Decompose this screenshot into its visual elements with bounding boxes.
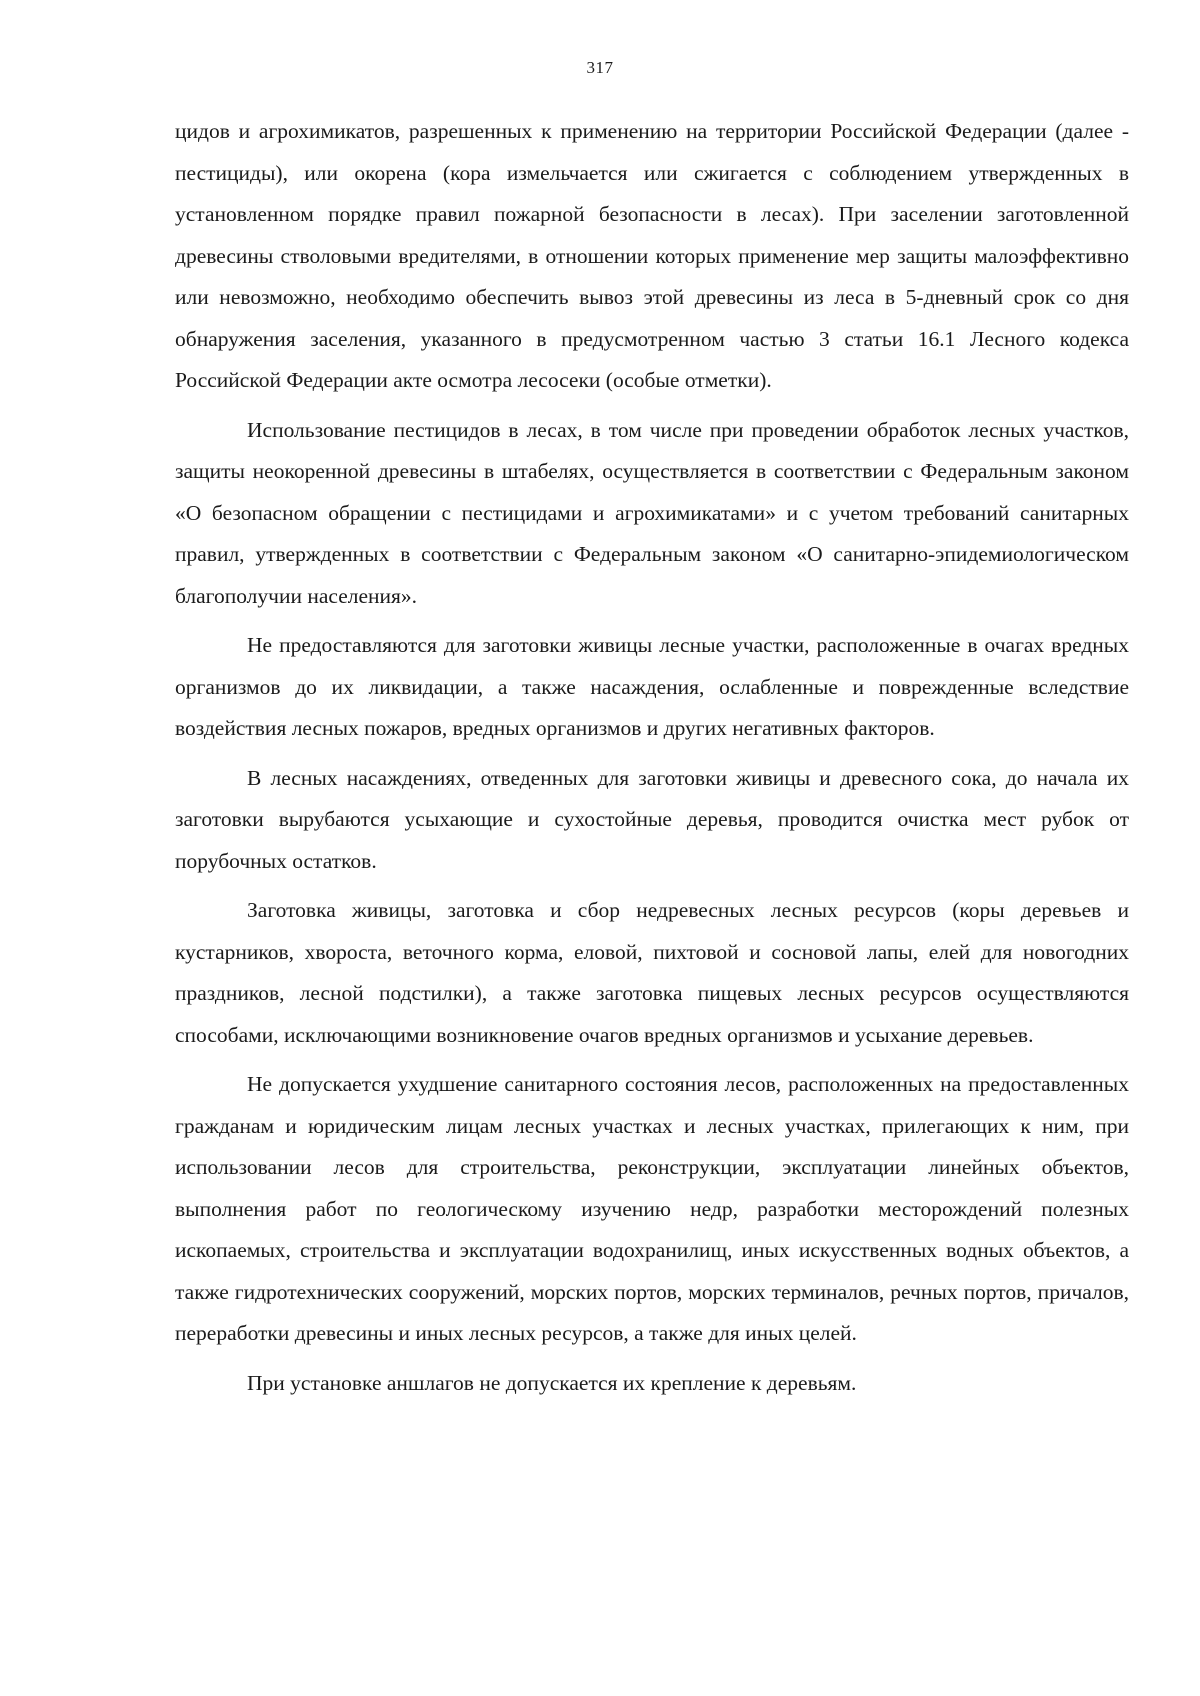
paragraph: В лесных насаждениях, отведенных для заготовки живицы и древесного сока, до начала их заготовки вырубаются усыхающие и сухостойные деревья, проводится очистка мест рубок от порубочных остатков. bbox=[175, 765, 1129, 873]
paragraph: При установке аншлагов не допускается их крепление к деревьям. bbox=[247, 1370, 857, 1395]
document-body bbox=[175, 111, 1129, 1404]
paragraph: Не допускается ухудшение санитарного состояния лесов, расположенных на предоставленных гражданам и юридическим лицам лесных участках и лесных участках, прилегающих к ним, при использовании лесов для строительства, реконструкции, эксплуатации линейных объектов, выполнения работ по геологическому изучению недр, разработки месторождений полезных ископаемых, строительства и эксплуатации водохранилищ, иных искусственных водных объектов, а также гидротехнических сооружений, морских портов, морских терминалов, речных портов, причалов, переработки древесины и иных лесных ресурсов, а также для иных целей. bbox=[175, 1072, 1129, 1345]
paragraph-continuation: цидов и агрохимикатов, разрешенных к применению на территории Российской Федерации (далее - пестициды), или окорена (кора измельчается или сжигается с соблюдением утвержденных в установленном порядке правил пожарной безопасности в лесах). При заселении заготовленной древесины стволовыми вредителями, в отношении которых применение мер защиты малоэффективно или невозможно, необходимо обеспечить вывоз этой древесины из леса в 5-дневный срок со дня обнаружения заселения, указанного в предусмотренном частью 3 статьи 16.1 Лесного кодекса Российской Федерации акте осмотра лесосеки (особые отметки). bbox=[175, 119, 1129, 392]
page-number: 317 bbox=[586, 58, 614, 77]
paragraph: Заготовка живицы, заготовка и сбор недревесных лесных ресурсов (коры деревьев и кустарников, хвороста, веточного корма, еловой, пихтовой и сосновой лапы, елей для новогодних праздников, лесной подстилки), а также заготовка пищевых лесных ресурсов осуществляются способами, исключающими возникновение очагов вредных организмов и усыхание деревьев. bbox=[175, 898, 1129, 1047]
paragraph: Использование пестицидов в лесах, в том числе при проведении обработок лесных участков, защиты неокоренной древесины в штабелях, осуществляется в соответствии с Федеральным законом «О безопасном обращении с пестицидами и агрохимикатами» и с учетом требований санитарных правил, утвержденных в соответствии с Федеральным законом «О санитарно-эпидемиологическом благополучии населения». bbox=[175, 417, 1129, 608]
paragraph: Не предоставляются для заготовки живицы лесные участки, расположенные в очагах вредных организмов до их ликвидации, а также насаждения, ослабленные и поврежденные вследствие воздействия лесных пожаров, вредных организмов и других негативных факторов. bbox=[175, 633, 1129, 740]
